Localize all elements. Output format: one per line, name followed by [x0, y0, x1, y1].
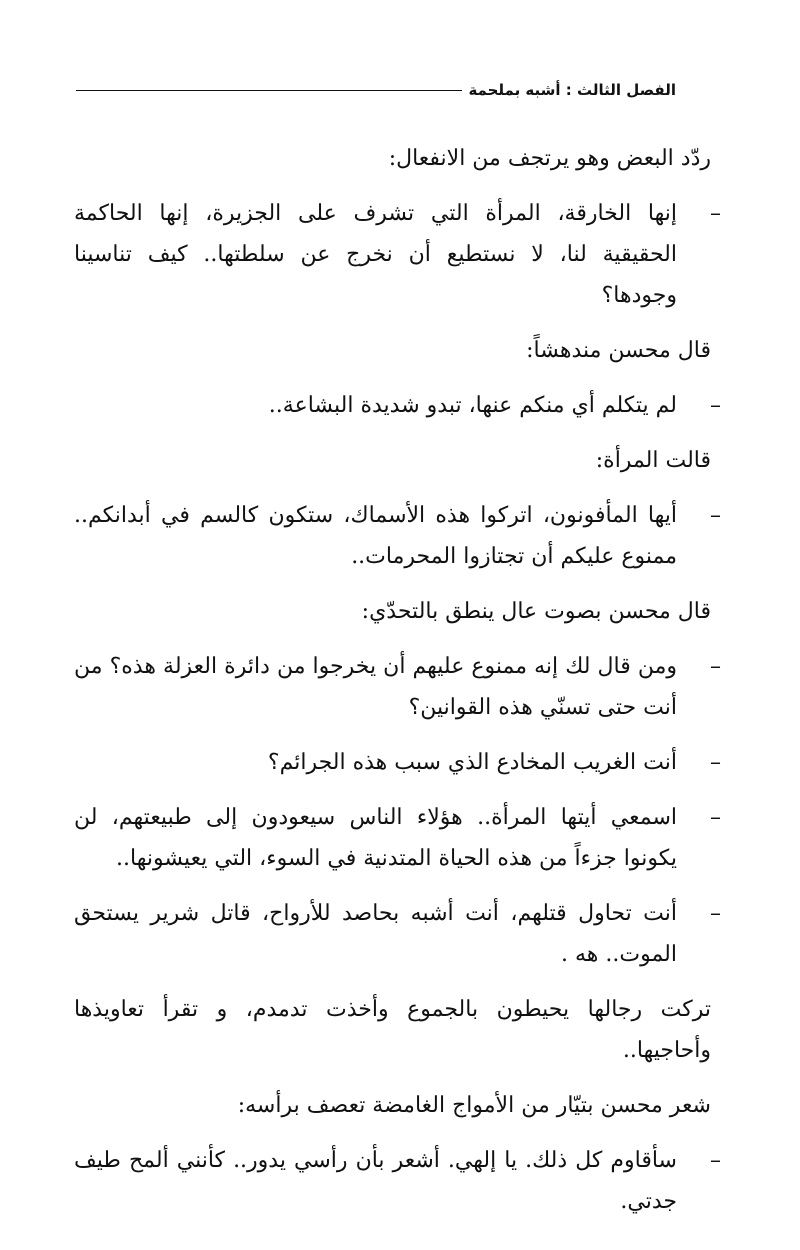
narration-paragraph: قالت المرأة:: [595, 448, 711, 473]
dialogue-line: [74, 1140, 729, 1222]
dialogue-line: [74, 742, 729, 783]
dialogue-text: إنها الخارقة، المرأة التي تشرف على الجزيرة، إنها الحاكمة الحقيقية لنا، لا نستطيع أن نخرج عن سلطتها.. كيف تناسينا وجودها؟: [74, 201, 677, 308]
running-header: [76, 78, 676, 102]
header-rule: [76, 90, 462, 91]
dialogue-dash: –: [710, 201, 721, 226]
dialogue-dash: –: [710, 805, 721, 830]
dialogue-text: ومن قال لك إنه ممنوع عليهم أن يخرجوا من دائرة العزلة هذه؟ من أنت حتى تسنّي هذه القوانين؟: [74, 654, 677, 720]
dialogue-text: أيها المأفونون، اتركوا هذه الأسماك، ستكون كالسم في أبدانكم.. ممنوع عليكم أن تجتازوا المحرمات..: [74, 503, 677, 569]
dialogue-dash: –: [710, 503, 721, 528]
dialogue-dash: –: [710, 393, 721, 418]
dialogue-dash: –: [710, 750, 721, 775]
dialogue-text: اسمعي أيتها المرأة.. هؤلاء الناس سيعودون إلى طبيعتهم، لن يكونوا جزءاً من هذه الحياة المتدنية في السوء، التي يعيشونها..: [74, 805, 677, 871]
narration-paragraph: شعر محسن بتيّار من الأمواج الغامضة تعصف برأسه:: [237, 1093, 711, 1118]
narration-paragraph: تركت رجالها يحيطون بالجموع وأخذت تدمدم، و تقرأ تعاويذها وأحاجيها..: [74, 997, 711, 1063]
dialogue-line: [74, 495, 729, 577]
dialogue-dash: –: [710, 654, 721, 679]
dialogue-line: [74, 646, 729, 728]
narration-paragraph: ردّد البعض وهو يرتجف من الانفعال:: [388, 146, 711, 171]
dialogue-line: [74, 193, 729, 316]
dialogue-dash: –: [710, 901, 721, 926]
dialogue-line: [74, 893, 729, 975]
dialogue-line: [74, 385, 729, 426]
page-body: [74, 138, 729, 1222]
dialogue-text: أنت تحاول قتلهم، أنت أشبه بحاصد للأرواح، قاتل شرير يستحق الموت.. هه .: [74, 901, 677, 967]
dialogue-dash: –: [710, 1148, 721, 1173]
dialogue-text: سأقاوم كل ذلك. يا إلهي. أشعر بأن رأسي يدور.. كأنني ألمح طيف جدتي.: [74, 1148, 677, 1214]
chapter-title: الفصل الثالث : أشبه بملحمة: [468, 81, 676, 99]
dialogue-text: أنت الغريب المخادع الذي سبب هذه الجرائم؟: [267, 750, 677, 775]
narration-paragraph: قال محسن بصوت عال ينطق بالتحدّي:: [361, 599, 711, 624]
narration-paragraph: قال محسن مندهشاً:: [526, 338, 711, 363]
dialogue-text: لم يتكلم أي منكم عنها، تبدو شديدة البشاعة..: [268, 393, 677, 418]
dialogue-line: [74, 797, 729, 879]
